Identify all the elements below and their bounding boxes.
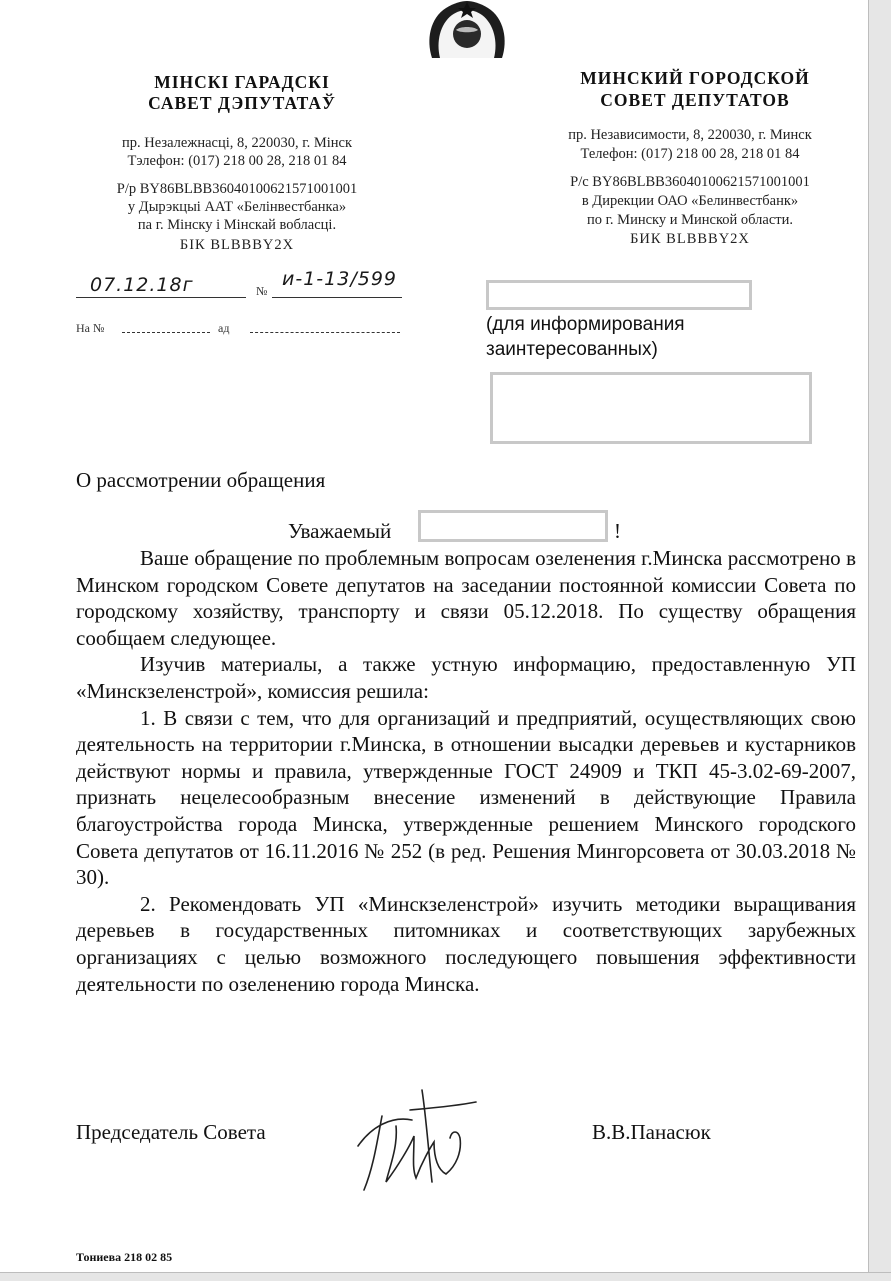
handwritten-signature	[352, 1086, 482, 1194]
account-be: Р/р BY86BLBB36040100621571001001	[116, 181, 358, 197]
bank-be-line1: у Дырэкцыі ААТ «Белінвестбанка»	[127, 199, 347, 215]
bik-ru: БИК BLBBBY2X	[630, 231, 750, 247]
recipient-note-line1: (для информирования	[486, 314, 685, 335]
state-emblem	[424, 0, 510, 58]
number-underline	[272, 297, 402, 298]
reference-label: На №	[76, 321, 105, 335]
letter-subject: О рассмотрении обращения	[76, 468, 326, 492]
recipient-note	[486, 312, 685, 362]
executor-contact: Тониева 218 02 85	[76, 1250, 173, 1264]
body-paragraph-4: 2. Рекомендовать УП «Минскзеленстрой» изучить методики выращивания деревьев в государственных питомниках и соответствующих зарубежных организациях с целью возможного последующего повышения эффективности деятельности по озеленению города Минска.	[76, 891, 856, 996]
address-be: пр. Незалежнасці, 8, 220030, г. Мінск	[122, 135, 352, 151]
letter-body	[76, 545, 856, 997]
body-paragraph-3: 1. В связи с тем, что для организаций и предприятий, осуществляющих свою деятельность на территории г.Минска, в отношении высадки деревьев и кустарников действуют нормы и правила, утвержденные ГОСТ 24909 и ТКП 45-3.02-69-2007, признать нецелесообразным внесение изменений в действующие Правила благоустройства города Минска, утвержденные решением Минского городского Совета депутатов от 16.11.2016 № 252 (в ред. Решения Мингорсовета от 30.03.2018 № 30).	[76, 705, 856, 890]
account-ru: Р/с BY86BLBB36040100621571001001	[570, 174, 810, 190]
recipient-address-redacted	[490, 372, 812, 444]
signatory-name: В.В.Панасюк	[592, 1120, 711, 1144]
bank-be-line2: па г. Мінску і Мінскай вобласці.	[137, 217, 337, 233]
outgoing-date: 07.12.18г	[90, 274, 194, 296]
signatory-position: Председатель Совета	[76, 1120, 266, 1144]
reference-number-line	[122, 332, 210, 333]
reference-from-label: ад	[218, 321, 230, 335]
council-name-ru-line2: СОВЕТ ДЕПУТАТОВ	[600, 90, 790, 110]
phone-be: Тэлефон: (017) 218 00 28, 218 01 84	[127, 153, 347, 169]
outgoing-number: и-1-13/599	[282, 268, 397, 290]
bik-be: БІК BLBBBY2X	[179, 237, 295, 253]
salutation-suffix: !	[614, 519, 621, 543]
council-name-be-line1: МІНСКІ ГАРАДСКІ	[154, 72, 330, 92]
address-ru: пр. Независимости, 8, 220030, г. Минск	[568, 127, 812, 143]
recipient-note-line2: заинтересованных)	[486, 339, 658, 360]
recipient-redacted	[486, 280, 752, 310]
body-paragraph-2: Изучив материалы, а также устную информацию, предоставленную УП «Минскзеленстрой», комиссия решила:	[76, 652, 856, 703]
bank-ru-line2: по г. Минску и Минской области.	[586, 212, 794, 228]
viewer-frame-right	[868, 0, 891, 1280]
number-label: №	[256, 284, 268, 298]
phone-ru: Телефон: (017) 218 00 28, 218 01 84	[580, 146, 800, 162]
reference-date-line	[250, 332, 400, 333]
date-underline	[76, 297, 246, 298]
salutation-name-redacted	[418, 510, 608, 542]
body-paragraph-1: Ваше обращение по проблемным вопросам озеленения г.Минска рассмотрено в Минском городском Совете депутатов на заседании постоянной комиссии Совета по городскому хозяйству, транспорту и связи 05.12.2018. По существу обращения сообщаем следующее.	[76, 546, 856, 650]
salutation-prefix: Уважаемый	[288, 519, 392, 543]
council-name-be-line2: САВЕТ ДЭПУТАТАЎ	[148, 93, 336, 113]
council-name-ru-line1: МИНСКИЙ ГОРОДСКОЙ	[580, 68, 810, 88]
bank-ru-line1: в Дирекции ОАО «Белинвестбанк»	[581, 193, 799, 209]
